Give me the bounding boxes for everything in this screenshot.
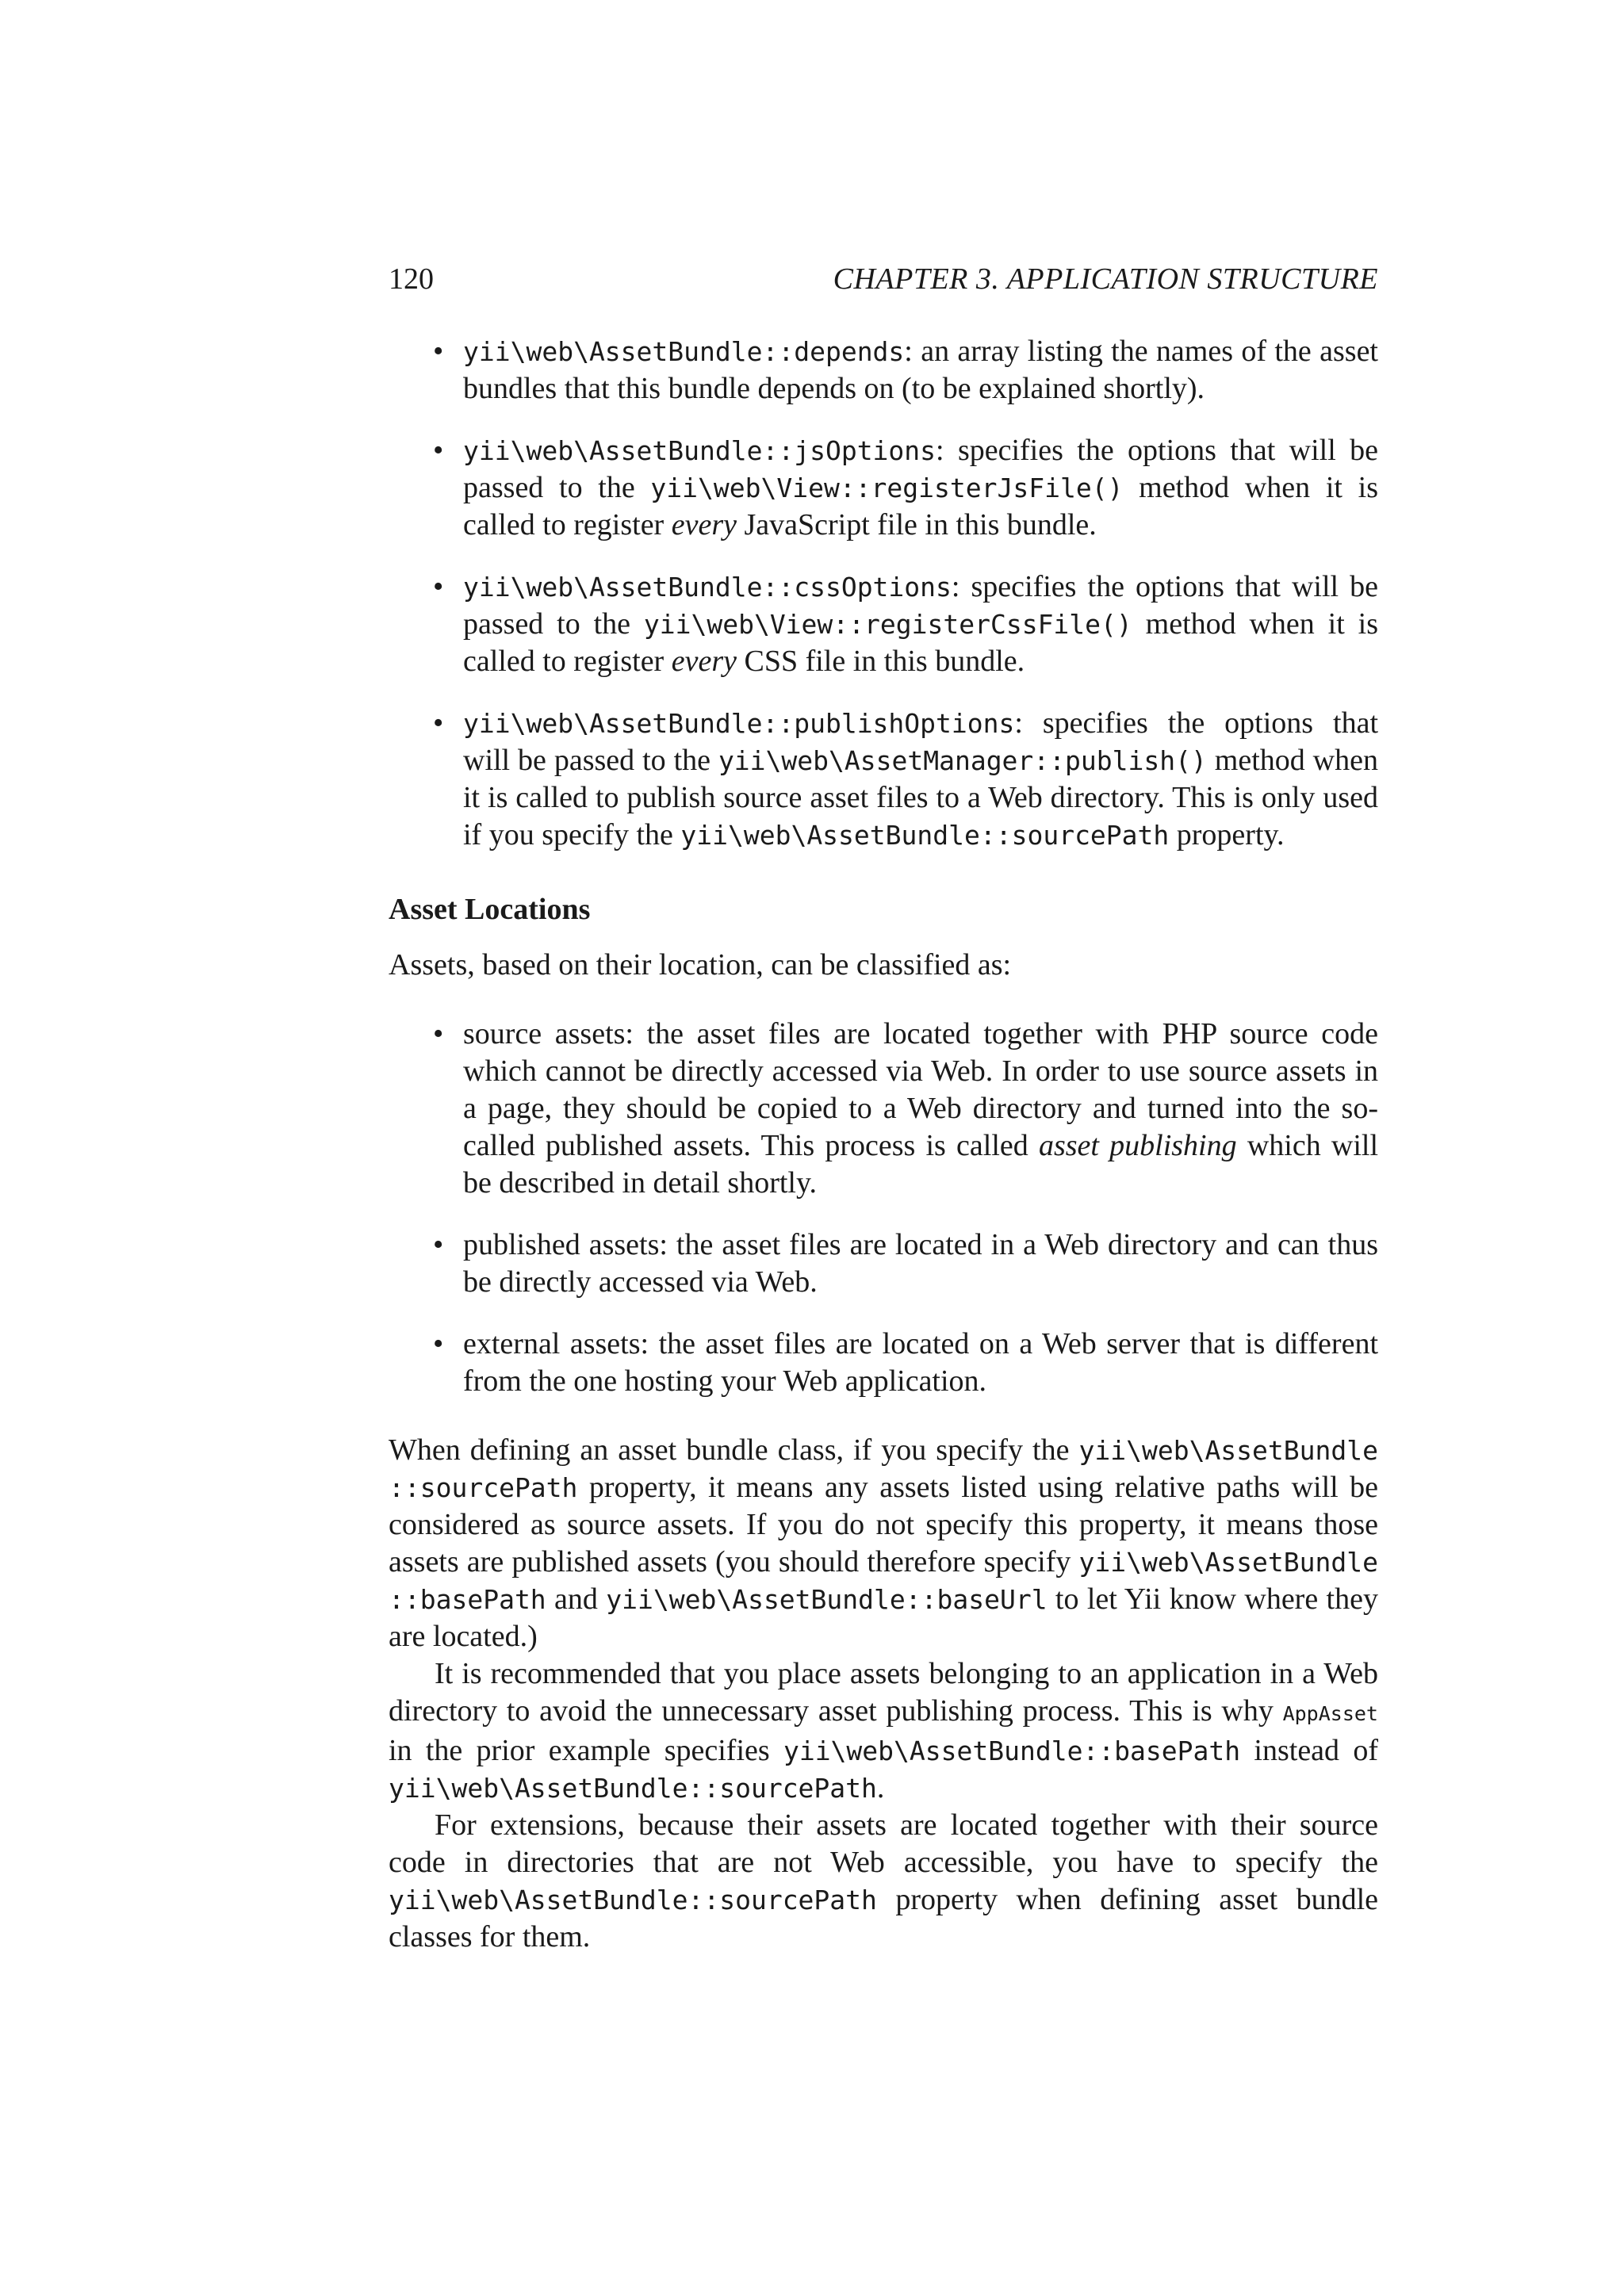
bullet-icon: • [433, 335, 444, 368]
list-item [433, 1016, 1378, 1202]
list-item [433, 568, 1378, 680]
code-ref: yii\web\AssetBundle::publishOptions [463, 708, 1015, 739]
code-ref: yii\web\AssetBundle::sourcePath [680, 820, 1170, 851]
paragraph-text: instead of [1240, 1734, 1378, 1767]
paragraph-text: property when defining asset bundle classes for them. [389, 1883, 1378, 1954]
paragraph [389, 1432, 1378, 1655]
paragraph-text: to let Yii know where they are located.) [389, 1582, 1378, 1653]
asset-bundle-properties-list [433, 333, 1378, 854]
code-ref: AppAsset [1282, 1702, 1378, 1725]
list-item [433, 1326, 1378, 1400]
paragraph [389, 1807, 1378, 1956]
paragraph [389, 1655, 1378, 1807]
list-item [433, 432, 1378, 544]
paragraph-text: For extensions, because their assets are located together with their source code in directories that are not Web accessible, you have to specify the [389, 1808, 1378, 1879]
item-text: JavaScript file in this bundle. [736, 508, 1097, 541]
code-ref: yii\web\AssetBundle::jsOptions [463, 435, 936, 466]
paragraph-text: and [546, 1582, 607, 1616]
item-text: : specifies the options that will be passed to the [463, 434, 1378, 504]
code-ref: yii\web\AssetBundle ::basePath [389, 1547, 1378, 1615]
section-heading: Asset Locations [389, 893, 591, 926]
running-head [389, 260, 1378, 298]
bullet-icon: • [433, 1327, 444, 1360]
paragraph-text: in the prior example specifies [389, 1734, 783, 1767]
paragraph-text: When defining an asset bundle class, if you specify the [389, 1433, 1079, 1467]
code-ref: yii\web\AssetBundle ::sourcePath [389, 1435, 1378, 1503]
code-ref: yii\web\AssetBundle::basePath [783, 1735, 1241, 1766]
code-ref: yii\web\View::registerCssFile() [643, 609, 1132, 640]
emphasis: every [671, 508, 737, 541]
bullet-icon: • [433, 706, 444, 740]
list-item [433, 705, 1378, 854]
emphasis: asset publishing [1038, 1129, 1237, 1162]
item-text: which will be described in detail shortly. [463, 1129, 1379, 1200]
page-number: 120 [389, 262, 434, 296]
bullet-icon: • [433, 1017, 444, 1050]
code-ref: yii\web\AssetBundle::sourcePath [389, 1773, 877, 1804]
item-text: : specifies the options that will be passed to the [463, 570, 1378, 641]
document-page [389, 260, 1378, 1956]
code-ref: yii\web\AssetBundle::depends [463, 336, 905, 367]
item-text: : specifies the options that will be passed to the [463, 706, 1378, 777]
item-text: method when it is called to publish source asset files to a Web directory. This is only used if you specify the [463, 744, 1378, 851]
code-ref: yii\web\AssetBundle::sourcePath [389, 1885, 877, 1915]
code-ref: yii\web\AssetBundle::cssOptions [463, 572, 952, 603]
item-text: external assets: the asset files are located on a Web server that is different from the one hosting your Web application. [463, 1327, 1378, 1398]
list-item [433, 333, 1378, 408]
paragraph-text: property, it means any assets listed using relative paths will be considered as source assets. If you do not specify this property, it means those assets are published assets (you should therefore specify [389, 1471, 1378, 1578]
item-text: method when it is called to register [463, 607, 1378, 678]
bullet-icon: • [433, 434, 444, 467]
chapter-title: CHAPTER 3. APPLICATION STRUCTURE [833, 262, 1378, 296]
item-text: property. [1169, 818, 1285, 851]
code-ref: yii\web\View::registerJsFile() [650, 473, 1124, 503]
item-text: : an array listing the names of the asset bundles that this bundle depends on (to be explained shortly). [463, 335, 1378, 405]
item-text: published assets: the asset files are located in a Web directory and can thus be directly accessed via Web. [463, 1228, 1378, 1299]
bullet-icon: • [433, 1228, 444, 1261]
paragraph-text: It is recommended that you place assets belonging to an application in a Web directory to avoid the unnecessary asset publishing process. This is why [389, 1657, 1378, 1728]
code-ref: yii\web\AssetBundle::baseUrl [606, 1584, 1048, 1615]
item-text: source assets: the asset files are located together with PHP source code which cannot be directly accessed via Web. In order to use source assets in a page, they should be copied to a Web directory and turned into the so-called published assets. This process is called [463, 1017, 1378, 1162]
asset-locations-list [433, 1016, 1378, 1400]
code-ref: yii\web\AssetManager::publish() [718, 745, 1207, 776]
bullet-icon: • [433, 570, 444, 603]
item-text: CSS file in this bundle. [736, 645, 1025, 678]
emphasis: every [671, 645, 737, 678]
paragraph-text: . [876, 1771, 885, 1804]
list-item [433, 1226, 1378, 1301]
section-intro: Assets, based on their location, can be classified as: [389, 948, 1012, 982]
item-text: method when it is called to register [463, 471, 1378, 541]
